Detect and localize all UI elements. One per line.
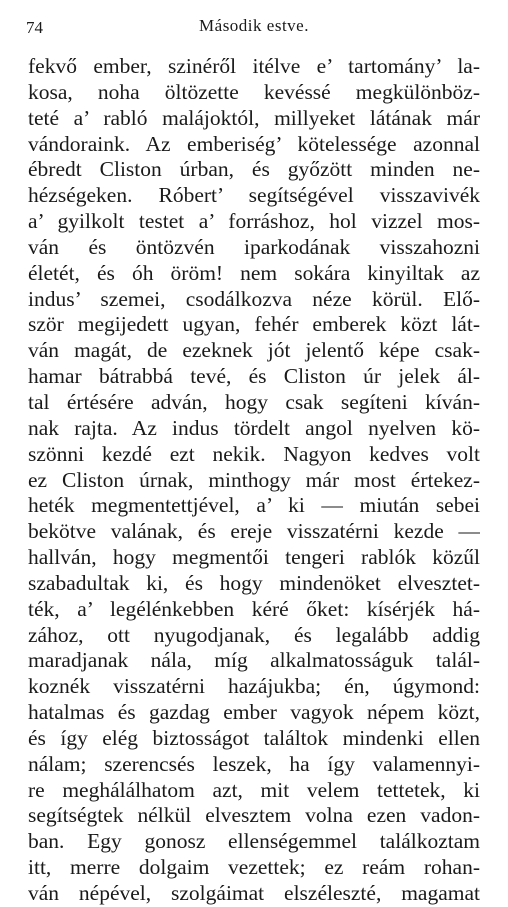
body-text (28, 54, 480, 907)
text-line: ván magát, de ezeknek jót jelentő képe csak- (28, 338, 480, 363)
page-number: 74 (26, 18, 43, 37)
text-line: ször megijedett ugyan, fehér emberek közt lát- (28, 312, 480, 337)
text-line: bekötve valának, és ereje visszatérni kezde — (28, 519, 480, 544)
text-line: itt, merre dolgaim vezettek; ez reám rohan- (28, 855, 480, 880)
text-line: fekvő ember, szinéről itélve e’ tartomány’ la- (28, 54, 480, 78)
text-line: re meghálálhatom azt, mit velem tettetek, ki (28, 777, 480, 802)
text-line: vándoraink. Az emberiség’ kötelessége azonnal (28, 131, 480, 156)
text-line: heték megmentettjével, a’ ki — miután sebei (28, 493, 480, 518)
text-line: hatalmas és gazdag ember vagyok népem közt, (28, 700, 480, 725)
text-line: zához, ott nyugodjanak, és legalább addig (28, 622, 480, 647)
text-line: koznék visszatérni hazájukba; én, úgymond: (28, 674, 480, 699)
text-line: szabadultak ki, és hogy mindenöket elvesztet- (28, 570, 480, 595)
text-line: és így elég biztosságot találtok mindenki ellen (28, 725, 480, 750)
text-line: a’ gyilkolt testet a’ forráshoz, hol vizzel mos- (28, 209, 480, 234)
text-line: maradjanak nála, míg alkalmatosságuk talál- (28, 648, 480, 673)
text-line: tal értésére adván, hogy csak segíteni kíván- (28, 389, 480, 414)
text-line: hamar bátrabbá tevé, és Cliston úr jelek ál- (28, 364, 480, 389)
text-line: nak rajta. Az indus tördelt angol nyelven kö- (28, 415, 480, 440)
text-line: ván népével, szolgáimat elszéleszté, magamat (28, 881, 480, 905)
text-line: ébredt Cliston úrban, és győzött minden ne- (28, 157, 480, 182)
text-line: teté a’ rabló malájoktól, millyeket látának már (28, 105, 480, 130)
text-line: segítségtek nélkül elvesztem volna ezen vadon- (28, 803, 480, 828)
text-line: hallván, hogy megmentői tengeri rablók közűl (28, 545, 480, 570)
running-head: Második estve. (199, 16, 309, 35)
text-line: ban. Egy gonosz ellenségemmel találkoztam (28, 829, 480, 854)
text-line: szönni kezdé ezt nekik. Nagyon kedves volt (28, 441, 480, 466)
page-header (26, 16, 482, 40)
text-line: életét, és óh öröm! nem sokára kinyiltak az (28, 260, 480, 285)
text-line: ván és öntözvén iparkodának visszahozni (28, 234, 480, 259)
text-line: indus’ szemei, csodálkozva néze körül. Elő- (28, 286, 480, 311)
text-line: kosa, noha öltözette kevéssé megkülönböz- (28, 79, 480, 104)
text-line: ez Cliston úrnak, minthogy már most értekez- (28, 467, 480, 492)
text-line: nálam; szerencsés leszek, ha így valamennyi- (28, 751, 480, 776)
text-line: hézségeken. Róbert’ segítségével visszavivék (28, 183, 480, 208)
text-line: ték, a’ legélénkebben kéré őket: kísérjék há- (28, 596, 480, 621)
